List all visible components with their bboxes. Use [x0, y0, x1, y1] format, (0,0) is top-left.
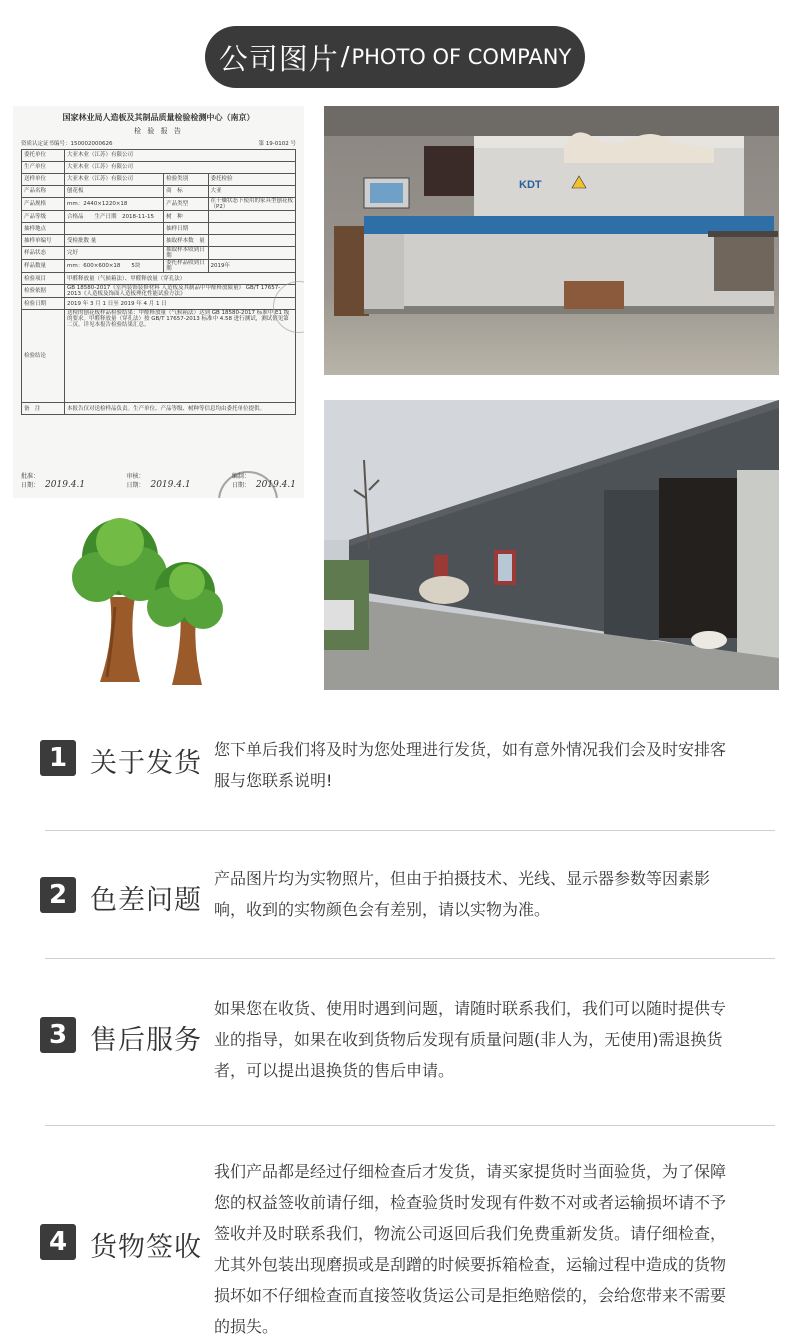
cert-cell-k: 送样单位	[22, 174, 65, 186]
header-title-cn: 公司图片	[218, 41, 339, 76]
cert-cell-k2: 抽取样本收到日期	[164, 247, 208, 260]
cert-title: 国家林业局人造板及其制品质量检验检测中心（南京）	[62, 113, 255, 122]
cert-cell-v: GB 18580-2017《室内装饰装修材料 人造板及其制品中甲醛释放限量》 GB/T 17657-2013《人造板及饰面人造板理化性能试验方法》	[65, 285, 296, 298]
cert-cell-k: 产品等级	[22, 211, 65, 223]
factory-photo	[324, 400, 779, 690]
section-text-receipt: 我们产品都是经过仔细检查后才发货，请买家提货时当面验货，为了保障您的权益签收前请仔细，检查验货时发现有件数不对或者运输损坏请不予签收并及时联系我们，物流公司返回后我们免费重新发货。请仔细检查，尤其外包装出现磨损或是刮蹭的时候要拆箱检查，运输过程中造成的货物损坏如不仔细检查而直接签收货运公司是拒绝赔偿的，会给您带来不需要的损失。	[214, 1162, 727, 1336]
cert-signatures	[21, 471, 296, 490]
cert-cell-v2	[208, 247, 296, 260]
cert-cell-v2: 2019年	[208, 260, 296, 273]
divider	[45, 1125, 775, 1126]
cert-cell-k: 检验依据	[22, 285, 65, 298]
inspection-certificate	[13, 106, 304, 498]
section-number-badge: 2	[40, 877, 76, 913]
section-number-badge: 4	[40, 1224, 76, 1260]
cert-sign-edit: 编制： 日期： 2019.4.1	[231, 473, 296, 490]
cert-row	[22, 198, 296, 211]
section-text-after-sales: 如果您在收货、使用时遇到问题，请随时联系我们，我们可以随时提供专业的指导，如果在收到货物后发现有质量问题(非人为，无使用)需退换货者，可以提出退换货的售后申请。	[214, 999, 727, 1080]
cert-cell-v: 大亚木业（江苏）有限公司	[65, 174, 164, 186]
cert-cell-k2: 树 种	[164, 211, 208, 223]
cert-cell-k: 抽样地点	[22, 223, 65, 235]
cert-cell-k: 样品数量	[22, 260, 65, 273]
cert-cell-k: 检验日期	[22, 298, 65, 310]
cert-row	[22, 150, 296, 162]
machine-photo	[324, 106, 779, 375]
cert-sign-review: 审核： 日期： 2019.4.1	[126, 473, 191, 490]
cert-row	[22, 211, 296, 223]
cert-cell-k2: 检验类别	[164, 174, 208, 186]
cert-row	[22, 285, 296, 298]
cert-cell-k2: 产品类型	[164, 198, 208, 211]
cert-row	[22, 273, 296, 285]
divider	[45, 830, 775, 831]
section-number-badge: 1	[40, 740, 76, 776]
cert-note-label: 备 注	[22, 403, 65, 415]
cert-cell-k: 产品名称	[22, 186, 65, 198]
cert-row	[22, 235, 296, 247]
cert-cell-k2: 委托样品收到日期	[164, 260, 208, 273]
cert-cell-v2	[208, 223, 296, 235]
divider	[45, 958, 775, 959]
cert-conclusion-label: 检验结论	[22, 310, 65, 403]
cert-cell-k: 样品状态	[22, 247, 65, 260]
cert-cell-v: 甲醛释放量（气候箱法）、甲醛释放量（穿孔法）	[65, 273, 296, 285]
cert-cell-k: 产品规格	[22, 198, 65, 211]
section-number-badge: 3	[40, 1017, 76, 1053]
cert-cell-v2	[208, 235, 296, 247]
cert-row	[22, 260, 296, 273]
cert-cell-v2: 大亚	[208, 186, 296, 198]
cert-subtitle: 检 验 报 告	[134, 127, 183, 135]
section-text-color-difference: 产品图片均为实物照片，但由于拍摄技术、光线、显示器参数等因素影响，收到的实物颜色会有差别，请以实物为准。	[214, 869, 711, 919]
cert-row	[22, 298, 296, 310]
cert-cell-v: mm：600×600×18 5块	[65, 260, 164, 273]
header-separator: /	[340, 42, 350, 72]
section-title: 关于发货	[90, 748, 202, 779]
cert-page-no: 第 19-0102 号	[258, 141, 296, 147]
machine-brand-label: KDT	[519, 179, 542, 191]
cert-row	[22, 162, 296, 174]
cert-cell-v: 2019 年 3 月 1 日至 2019 年 4 月 1 日	[65, 298, 296, 310]
cert-cell-v2	[208, 211, 296, 223]
section-title: 售后服务	[90, 1025, 202, 1056]
cert-date-edit: 2019.4.1	[255, 480, 296, 490]
cert-date-review: 2019.4.1	[150, 480, 191, 490]
cert-cell-k: 委托单位	[22, 150, 65, 162]
cert-conclusion: 送检的刨花板样品检验结果：甲醛释放量（气候箱法）达到 GB 18580-2017 标准中 E1 级的要求。甲醛释放量（穿孔法）按 GB/T 17657-2013 标准中 4.58 进行测试，测试值见第二页。详见本报告检验结果汇总。	[65, 310, 296, 403]
cert-cell-k2: 抽样日期	[164, 223, 208, 235]
cert-cell-v	[65, 223, 164, 235]
cert-row	[22, 174, 296, 186]
cert-cell-v: 大亚木业（江苏）有限公司	[65, 150, 296, 162]
cert-cell-v: 合格品 生产日期 2018-11-15	[65, 211, 164, 223]
section-title: 色差问题	[90, 885, 202, 916]
header-title-en: PHOTO OF COMPANY	[351, 45, 572, 69]
trees-illustration	[45, 512, 235, 692]
cert-cell-v: 大亚木业（江苏）有限公司	[65, 162, 296, 174]
cert-sign-approve: 批准： 日期： 2019.4.1	[21, 473, 86, 490]
cert-cell-v2: 在干燥状态下使用的家具型刨花板（P2）	[208, 198, 296, 211]
section-title: 货物签收	[90, 1232, 202, 1263]
cert-row	[22, 186, 296, 198]
cert-note: 本报告仅对送检样品负责。生产单位、产品等级、树种等信息均由委托单位提供。	[65, 403, 296, 415]
cert-row	[22, 223, 296, 235]
cert-cell-v: mm：2440×1220×18	[65, 198, 164, 211]
cert-report-no: 资质认定证书编号：150002000626	[21, 141, 113, 147]
cert-cell-v: 刨花板	[65, 186, 164, 198]
cert-cell-k: 抽样单编号	[22, 235, 65, 247]
cert-cell-k2: 商 标	[164, 186, 208, 198]
cert-cell-v: 完好	[65, 247, 164, 260]
cert-table	[21, 149, 296, 415]
cert-row	[22, 247, 296, 260]
section-text-shipping: 您下单后我们将及时为您处理进行发货，如有意外情况我们会及时安排客服与您联系说明!	[214, 740, 727, 790]
cert-cell-v2: 委托检验	[208, 174, 296, 186]
page-header	[205, 26, 585, 88]
cert-numbers	[21, 139, 296, 147]
cert-cell-k: 生产单位	[22, 162, 65, 174]
cert-date-approve: 2019.4.1	[45, 480, 86, 490]
cert-cell-v: 受检批数 量	[65, 235, 164, 247]
cert-cell-k: 检验项目	[22, 273, 65, 285]
cert-cell-k2: 抽取样本数 量	[164, 235, 208, 247]
